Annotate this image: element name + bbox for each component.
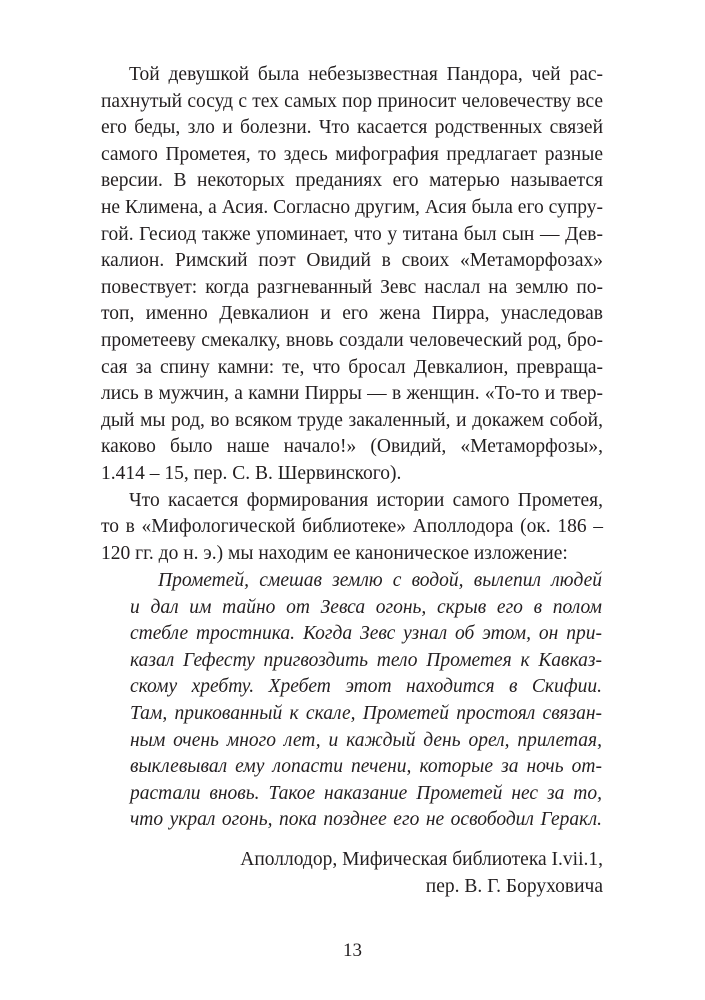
text-line: топ, именно Девкалион и его жена Пирра, унаследовав — [101, 303, 603, 325]
text-line: самого Прометея, то здесь мифография предлагает разные — [101, 143, 603, 165]
paragraph-1 — [101, 62, 603, 488]
quote-line: Прометей, смешав землю с водой, вылепил людей — [158, 570, 602, 591]
quote-line: казал Гефесту пригвоздить тело Прометея к Кавказ- — [130, 649, 602, 671]
quote-line: что украл огонь, пока позднее его не освободил Геракл. — [130, 809, 602, 831]
text-line: лись в мужчин, а камни Пирры — в женщин. «То-то и твер- — [101, 383, 603, 405]
attribution-translator: пер. В. Г. Боруховича — [425, 875, 603, 897]
text-line: прометееву смекалку, вновь создали человеческий род, бро- — [101, 329, 603, 351]
text-line: калион. Римский поэт Овидий в своих «Метаморфозах» — [101, 250, 603, 272]
text-line: то в «Мифологической библиотеке» Аполлодора (ок. 186 – — [101, 516, 603, 538]
quote-line: Там, прикованный к скале, Прометей простоял связан- — [130, 702, 602, 724]
attribution-source: Аполлодор, Мифическая библиотека I.vii.1, — [240, 849, 603, 870]
text-line: пахнутый сосуд с тех самых пор приносит человечеству все — [101, 90, 603, 112]
text-line: 1.414 – 15, пер. С. В. Шервинского). — [101, 462, 402, 484]
quote-line: растали вновь. Такое наказание Прометей нес за то, — [130, 782, 602, 804]
text-line: дый мы род, во всяком труде закаленный, и докажем собой, — [101, 409, 603, 431]
text-line: Той девушкой была небезызвестная Пандора, чей рас- — [129, 64, 603, 85]
text-line: сая за спину камни: те, что бросал Девкалион, превраща- — [101, 356, 603, 378]
quote-line: ным очень много лет, и каждый день орел, прилетая, — [130, 729, 602, 751]
body-text — [101, 62, 603, 567]
text-line: 120 гг. до н. э.) мы находим ее каноническое изложение: — [101, 542, 568, 564]
quote-line: и дал им тайно от Зевса огонь, скрыв его в полом — [130, 596, 602, 618]
page-number: 13 — [343, 940, 362, 961]
quote-attribution — [240, 847, 603, 900]
quote-line: стебле тростника. Когда Зевс узнал об этом, он при- — [130, 623, 602, 645]
text-line: каково было наше начало!» (Овидий, «Метаморфозы», — [101, 436, 603, 458]
paragraph-2 — [101, 488, 603, 568]
text-line: не Климена, а Асия. Согласно другим, Асия была его супру- — [101, 196, 603, 218]
quote-line: скому хребту. Хребет этот находится в Скифии. — [130, 676, 602, 698]
text-line: повествует: когда разгневанный Зевс наслал на землю по- — [101, 276, 603, 298]
block-quote — [130, 568, 602, 834]
text-line: гой. Гесиод также упоминает, что у титана был сын — Дев- — [101, 223, 603, 245]
text-line: Что касается формирования истории самого Прометея, — [129, 489, 603, 511]
text-line: версии. В некоторых преданиях его матерью называется — [101, 170, 603, 192]
text-line: его беды, зло и болезни. Что касается родственных связей — [101, 117, 603, 139]
quote-line: выклевывал ему лопасти печени, которые за ночь от- — [130, 756, 602, 778]
